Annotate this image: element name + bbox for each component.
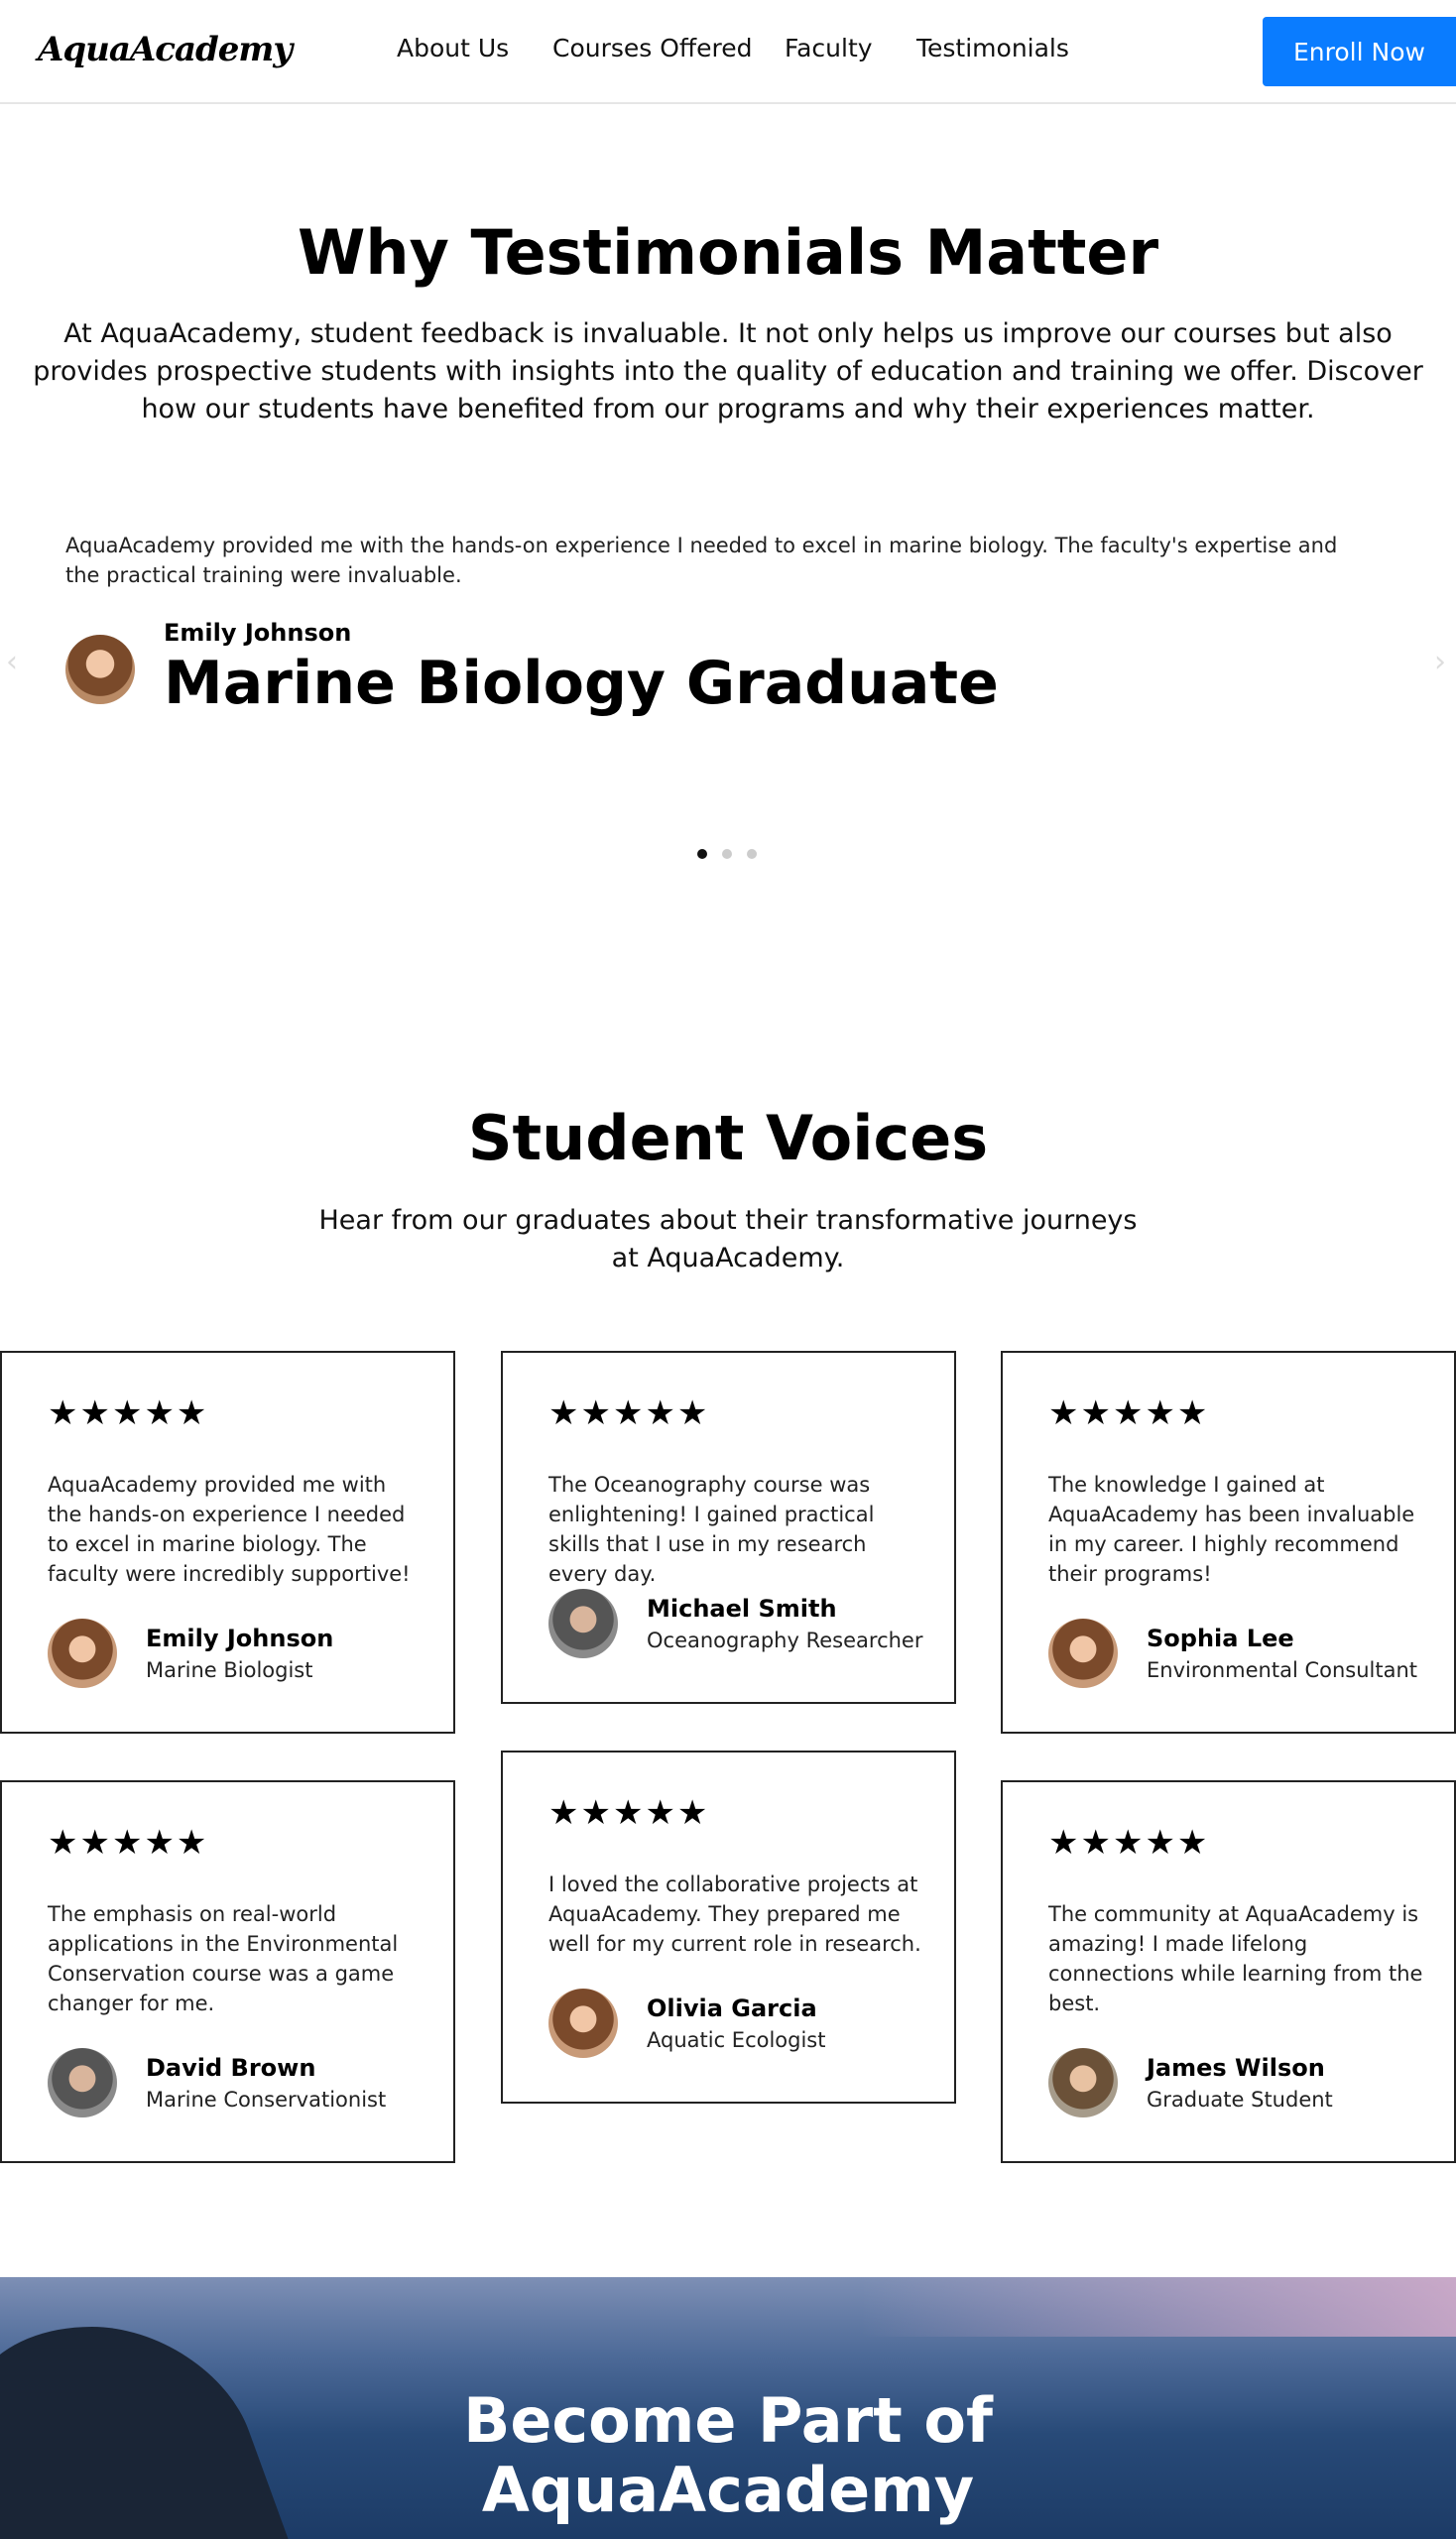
testimonial-text: The community at AquaAcademy is amazing! I made lifelong connections while learning from the best. bbox=[1048, 1902, 1423, 2015]
logo[interactable]: AquaAcademy bbox=[38, 30, 293, 69]
student-voices-title: Student Voices bbox=[467, 1102, 989, 1174]
star-rating: ★★★★★ bbox=[548, 1793, 710, 1833]
chevron-right-icon[interactable]: › bbox=[1434, 645, 1446, 679]
testimonial-text: The knowledge I gained at AquaAcademy has been invaluable in my career. I highly recommend their programs! bbox=[1048, 1473, 1415, 1586]
hero-title-line-1: Become Part of bbox=[463, 2384, 993, 2457]
testimonial-card bbox=[501, 1751, 956, 2104]
nav-faculty[interactable]: Faculty bbox=[785, 34, 873, 62]
join-hero-section bbox=[0, 2277, 1456, 2539]
chevron-left-icon[interactable]: ‹ bbox=[6, 645, 18, 679]
carousel-quote: AquaAcademy provided me with the hands-on experience I needed to excel in marine biology. The faculty's expertise and the practical training were invaluable. bbox=[65, 534, 1338, 587]
carousel-dot-2[interactable] bbox=[722, 849, 732, 859]
testimonial-role: Marine Conservationist bbox=[146, 2088, 387, 2112]
nav-testimonials[interactable]: Testimonials bbox=[916, 34, 1069, 62]
avatar bbox=[1048, 2048, 1118, 2117]
testimonial-card bbox=[1001, 1780, 1456, 2163]
testimonial-card bbox=[1001, 1351, 1456, 1734]
why-testimonials-title: Why Testimonials Matter bbox=[297, 216, 1159, 289]
nav-courses-offered[interactable]: Courses Offered bbox=[552, 34, 753, 62]
student-voices-subtitle: Hear from our graduates about their transformative journeys at AquaAcademy. bbox=[318, 1205, 1138, 1273]
testimonial-text: The emphasis on real-world applications in the Environmental Conservation course was a game changer for me. bbox=[48, 1902, 399, 2015]
avatar bbox=[548, 1989, 618, 2058]
testimonial-role: Oceanography Researcher bbox=[647, 1629, 923, 1652]
hero-title bbox=[0, 2386, 1456, 2525]
star-rating: ★★★★★ bbox=[548, 1393, 710, 1433]
star-rating: ★★★★★ bbox=[1048, 1823, 1210, 1863]
testimonial-role: Marine Biologist bbox=[146, 1658, 313, 1682]
avatar bbox=[48, 1619, 117, 1688]
avatar bbox=[65, 635, 135, 704]
testimonial-name: Michael Smith bbox=[647, 1595, 837, 1623]
hero-title-line-2: AquaAcademy bbox=[481, 2454, 975, 2526]
nav-about-us[interactable]: About Us bbox=[397, 34, 510, 62]
testimonial-card bbox=[0, 1780, 455, 2163]
testimonial-name: David Brown bbox=[146, 2054, 316, 2082]
testimonial-card bbox=[0, 1351, 455, 1734]
carousel-role: Marine Biology Graduate bbox=[164, 649, 999, 718]
star-rating: ★★★★★ bbox=[48, 1823, 209, 1863]
carousel-name: Emily Johnson bbox=[164, 619, 352, 647]
avatar bbox=[548, 1589, 618, 1658]
testimonial-card bbox=[501, 1351, 956, 1704]
testimonial-name: James Wilson bbox=[1147, 2054, 1325, 2082]
carousel-dot-3[interactable] bbox=[747, 849, 757, 859]
testimonial-text: The Oceanography course was enlightening! I gained practical skills that I use in my research every day. bbox=[548, 1473, 875, 1586]
avatar bbox=[48, 2048, 117, 2117]
testimonial-role: Environmental Consultant bbox=[1147, 1658, 1418, 1682]
star-rating: ★★★★★ bbox=[48, 1393, 209, 1433]
testimonial-role: Aquatic Ecologist bbox=[647, 2028, 826, 2052]
site-header bbox=[0, 0, 1456, 104]
testimonial-role: Graduate Student bbox=[1147, 2088, 1333, 2112]
testimonial-name: Olivia Garcia bbox=[647, 1995, 817, 2022]
carousel-dots bbox=[694, 849, 774, 861]
avatar bbox=[1048, 1619, 1118, 1688]
star-rating: ★★★★★ bbox=[1048, 1393, 1210, 1433]
why-testimonials-text: At AquaAcademy, student feedback is invaluable. It not only helps us improve our courses but also provides prospective students with insights into the quality of education and training we offer. Discover how our students have benefited from our programs and why their experiences matter. bbox=[33, 318, 1423, 424]
testimonial-name: Sophia Lee bbox=[1147, 1625, 1294, 1652]
enroll-now-button[interactable]: Enroll Now bbox=[1263, 17, 1456, 86]
testimonial-name: Emily Johnson bbox=[146, 1625, 334, 1652]
sunset-glow bbox=[861, 2277, 1456, 2337]
carousel-dot-1[interactable] bbox=[697, 849, 707, 859]
testimonial-text: AquaAcademy provided me with the hands-on experience I needed to excel in marine biology. The faculty were incredibly supportive! bbox=[48, 1473, 411, 1586]
testimonial-text: I loved the collaborative projects at AquaAcademy. They prepared me well for my current role in research. bbox=[548, 1873, 921, 1956]
